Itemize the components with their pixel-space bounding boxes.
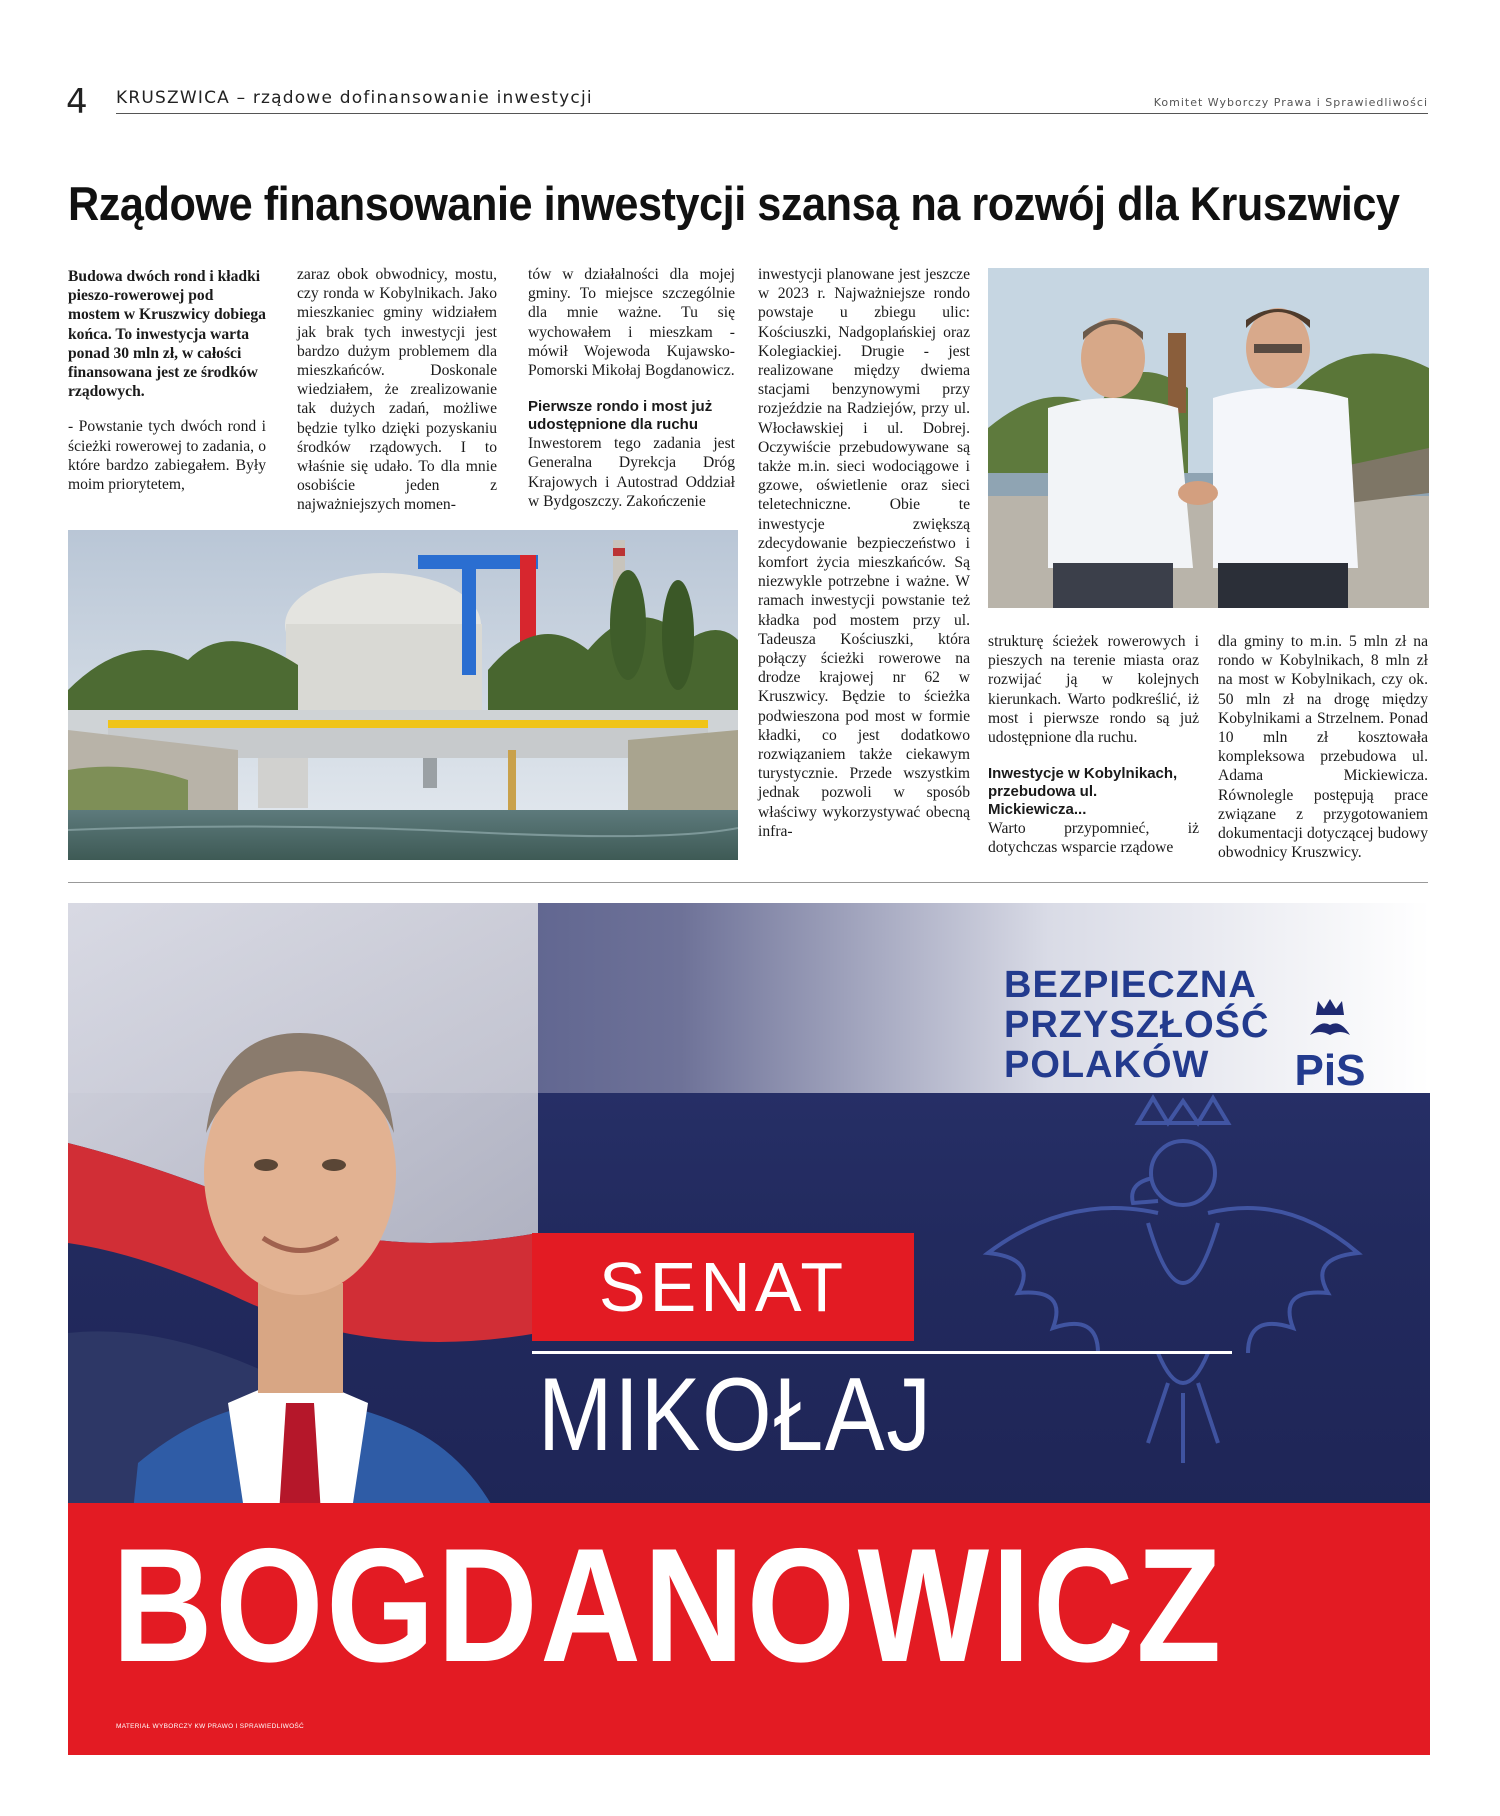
- candidate-first-name: MIKOŁAJ: [538, 1357, 933, 1473]
- section-title: KRUSZWICA – rządowe dofinansowanie inwestycji: [116, 88, 593, 108]
- article-headline: Rządowe finansowanie inwestycji szansą na rozwój dla Kruszwicy: [68, 177, 1400, 230]
- committee-label: Komitet Wyborczy Prawa i Sprawiedliwości: [1153, 96, 1428, 109]
- article-column-6: [1218, 632, 1428, 862]
- paragraph: strukturę ścieżek rowerowych i pieszych na terenie miasta oraz rozwijać ją w kolejnych kierunkach. Warto podkreślić, iż most i pierwsze rondo są już udostępnione dla ruchu.: [988, 633, 1199, 747]
- article-lead: Budowa dwóch rond i kładki pieszo-rowerowej pod mostem w Kruszwicy dobiega końca. To inwestycja warta ponad 30 mln zł, w całości finansowana jest ze środków rządowych.: [68, 268, 266, 401]
- article-column-3: [528, 265, 735, 511]
- article-column-4: [758, 265, 970, 841]
- article-column-1: [68, 267, 266, 494]
- article-column-5: [988, 632, 1199, 858]
- article-column-2: [297, 265, 497, 515]
- paragraph: dla gminy to m.in. 5 mln zł na rondo w Kobylnikach, 8 mln zł na most w Kobylnikach, czy ok. 50 mln zł na drogę między Kobylnikami a Strzelnem. Ponad 10 mln zł kosztowała kompleksowa przebudowa ul. Adama Mickiewicza. Równolegle postępują prace związane z przygotowaniem dokumentacji dotyczącej budowy obwodnicy Kruszwicy.: [1218, 633, 1428, 862]
- bridge-photo: [68, 530, 738, 860]
- paragraph: inwestycji planowane jest jeszcze w 2023 r. Najważniejsze rondo powstaje u zbiegu ulic: Kościuszki, Nadgoplańskiej oraz Kolegiackiej. Drugie - jest realizowane między dwiema stacjami benzynowymi przy rozjeździe na Radziejów, przy ul. Włocławskiej i ul. Dobrej. Oczywiście przebudowywane są także m.in. sieci wodociągowe i gzowe, oświetlenie oraz sieci teletechniczne. Obie te inwestycje zwiększą zdecydowanie bezpieczeństwo i komfort życia mieszkańców. Są niezwykle potrzebne i ważne. W ramach inwestycji powstanie też kładka pod mostem przy ul. Tadeusza Kościuszki, która połączy ścieżki rowerowe na drodze krajowej nr 62 w Kruszwicy. Będzie to ścieżka podwieszona pod most w formie kładki, co jest dodatkowo rozwiązaniem także ciekawym turystycznie. Przede wszystkim jednak pozwoli w sposób właściwy wykorzystywać obecną infra-: [758, 266, 970, 840]
- paragraph: zaraz obok obwodnicy, mostu, czy ronda w Kobylnikach. Jako mieszkaniec gminy widziałem jak brak tych inwestycji jest bardzo dużym problemem dla mieszkańców. Doskonale wiedziałem, że zrealizowanie tak dużych zadań, możliwe będzie tylko dzięki pozyskaniu środków rządowych. I to właśnie się udało. To dla mnie osobiście jeden z najważniejszych momen-: [297, 266, 497, 514]
- subheading: Pierwsze rondo i most już udostępnione dla ruchu: [528, 398, 713, 434]
- candidate-last-name: BOGDANOWICZ: [112, 1515, 1224, 1696]
- party-logo-text: PiS: [1294, 1046, 1366, 1095]
- paragraph: Inwestorem tego zadania jest Generalna Dyrekcja Dróg Krajowych i Autostrad Oddział w Bydgoszczy. Zakończenie: [528, 435, 735, 510]
- subheading: Inwestycje w Kobylnikach, przebudowa ul. Mickiewicza...: [988, 765, 1178, 819]
- election-disclaimer: MATERIAŁ WYBORCZY KW PRAWO I SPRAWIEDLIWOŚĆ: [116, 1723, 305, 1730]
- senat-label: SENAT: [598, 1248, 848, 1326]
- slogan-line-2: PRZYSZŁOŚĆ: [1004, 1004, 1270, 1046]
- campaign-slogan: [1004, 965, 1269, 1085]
- paragraph: tów w działalności dla mojej gminy. To miejsce szczególnie dla mnie ważne. Tu się wychowałem i mieszkam - mówił Wojewoda Kujawsko-Pomorski Mikołaj Bogdanowicz.: [528, 266, 735, 380]
- slogan-line-1: BEZPIECZNA: [1004, 964, 1257, 1006]
- header-rule: [116, 113, 1428, 114]
- section-divider: [68, 882, 1428, 883]
- eagle-emblem-icon: [948, 1083, 1368, 1503]
- page-number: 4: [66, 82, 88, 122]
- election-banner: [68, 903, 1430, 1755]
- party-logo: [1280, 995, 1380, 1095]
- slogan-line-3: POLAKÓW: [1004, 1044, 1210, 1086]
- banner-rule: [532, 1351, 1232, 1354]
- paragraph: Warto przypomnieć, iż dotychczas wsparcie rządowe: [988, 820, 1199, 857]
- paragraph: - Powstanie tych dwóch rond i ścieżki rowerowej to zadania, o które bardzo zabiegałem. Były moim priorytetem,: [68, 418, 266, 494]
- handshake-photo: [988, 268, 1429, 608]
